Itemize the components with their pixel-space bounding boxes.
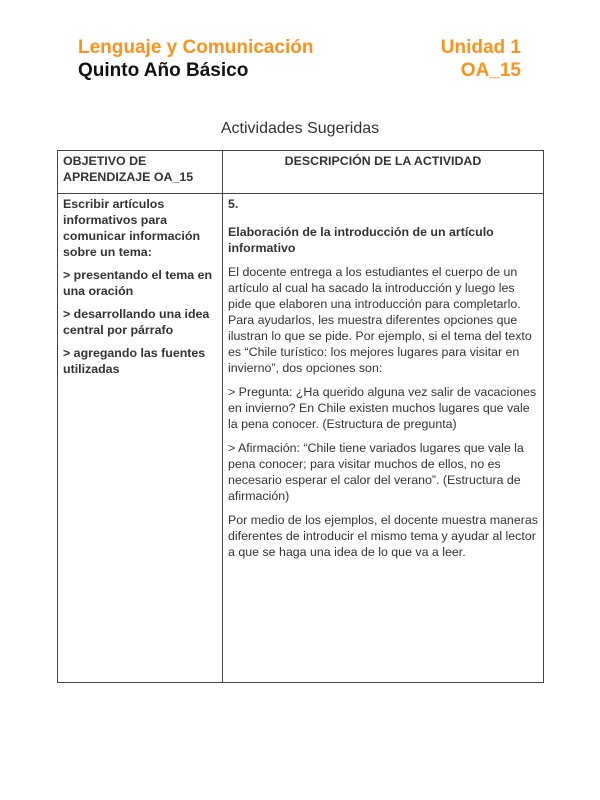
activity-paragraph: > Pregunta: ¿Ha querido alguna vez salir de vacaciones en invierno? En Chile existen muchos lugares que vale la pena conocer. (Estructura de pregunta) — [228, 385, 537, 431]
activity-table — [57, 150, 544, 683]
activity-number: 5. — [228, 197, 239, 211]
activity-paragraph: Por medio de los ejemplos, el docente muestra maneras diferentes de introducir el mismo tema y ayudar al lector a que se haga una idea de lo que va a leer. — [228, 513, 538, 559]
objective-item: > desarrollando una idea central por párrafo — [63, 307, 210, 337]
subject-title: Lenguaje y Comunicación — [78, 37, 314, 58]
grade-title: Quinto Año Básico — [78, 60, 249, 81]
activity-title: Elaboración de la introducción de un artículo informativo — [228, 225, 494, 255]
objective-text: Escribir artículos informativos para comunicar información sobre un tema: — [63, 197, 201, 259]
activity-paragraph: El docente entrega a los estudiantes el cuerpo de un artículo al cual ha sacado la introducción y luego les pide que elaboren una introducción para completarlo. Para ayudarlos, les muestra diferentes opciones que ilustran lo que se pide. Por ejemplo, si el tema del texto es “Chile turístico: los mejores lugares para visitar en invierno”, dos opciones son: — [228, 265, 532, 375]
objective-item: > agregando las fuentes utilizadas — [63, 346, 206, 376]
objective-cell — [58, 194, 223, 683]
objective-header: OBJETIVO DE APRENDIZAJE OA_15 — [58, 151, 223, 194]
activity-paragraph: > Afirmación: “Chile tiene variados lugares que vale la pena conocer; para visitar muchos de ellos, no es necesario esperar el calor del verano”. (Estructura de afirmación) — [228, 441, 524, 503]
table-header-row — [58, 151, 544, 194]
description-cell — [223, 194, 544, 683]
oa-label: OA_15 — [460, 60, 521, 81]
page-title: Actividades Sugeridas — [220, 120, 380, 137]
objective-item: > presentando el tema en una oración — [63, 268, 213, 298]
unit-label: Unidad 1 — [440, 37, 521, 58]
table-row — [58, 194, 544, 683]
description-header: DESCRIPCIÓN DE LA ACTIVIDAD — [223, 151, 544, 194]
